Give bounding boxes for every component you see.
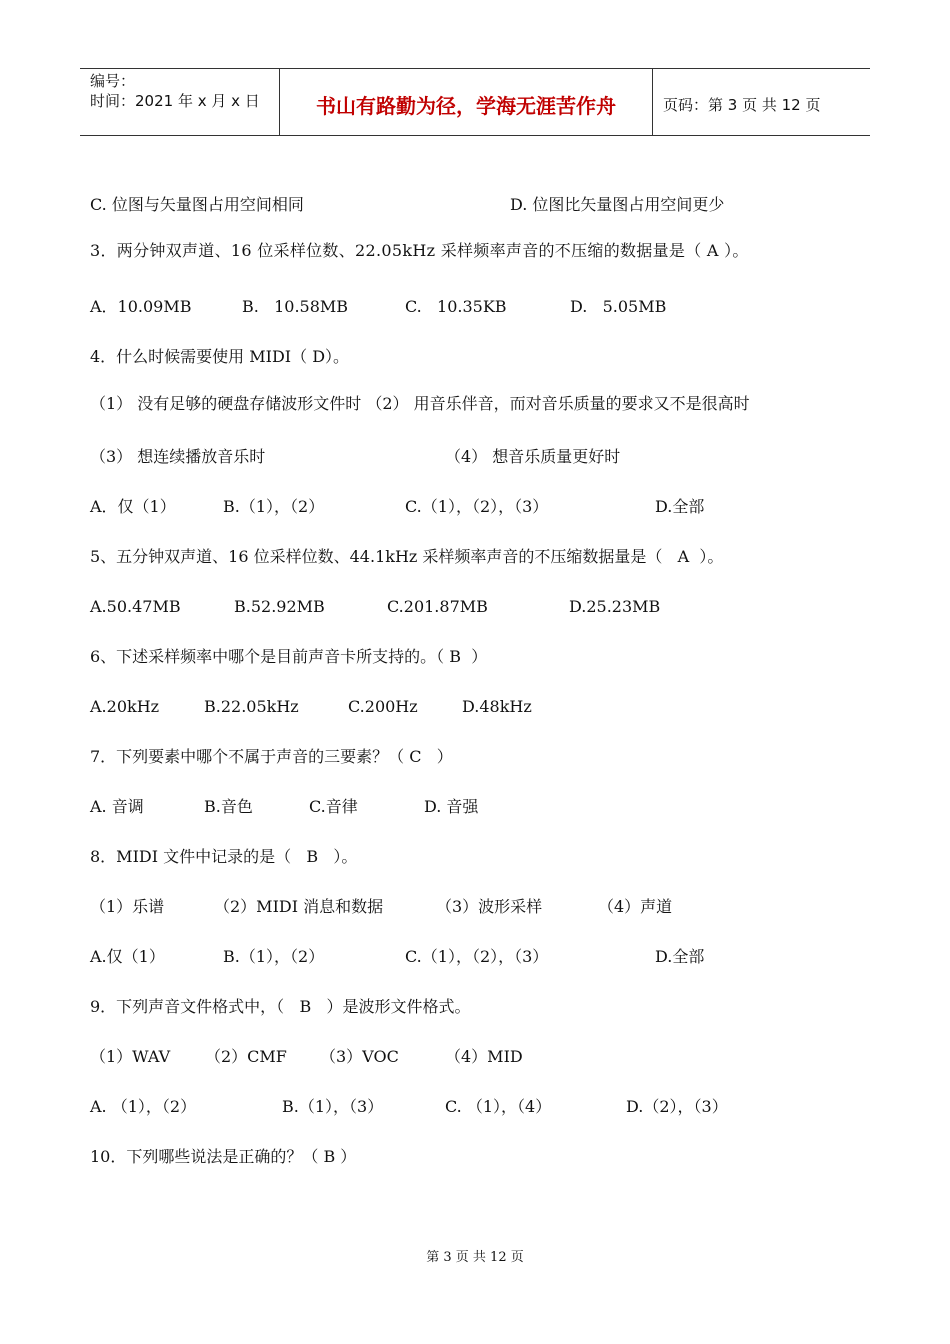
question-7-options [90, 792, 870, 842]
item: （1）WAV [90, 1047, 171, 1066]
option: A.50.47MB [90, 597, 181, 616]
option: A. （1），（2） [90, 1097, 197, 1116]
item: （2）CMF [205, 1047, 287, 1066]
option-d: D. 位图比矢量图占用空间更少 [510, 195, 725, 214]
question-9-items [90, 1042, 870, 1092]
option: B.（1），（2） [223, 947, 325, 966]
item-4: （4） 想音乐质量更好时 [445, 447, 621, 466]
question-5: 5、五分钟双声道、16 位采样位数、44.1kHz 采样频率声音的不压缩数据量是（ A ）。 [90, 547, 724, 566]
option: B.（1），（3） [282, 1097, 384, 1116]
question-4-item-1-2: （1） 没有足够的硬盘存储波形文件时 （2） 用音乐伴音，而对音乐质量的要求又不是很高时 [90, 394, 750, 413]
header-page: 页码：第 3 页 共 12 页 [663, 95, 821, 114]
option: C.音律 [309, 797, 358, 816]
page-footer: 第 3 页 共 12 页 [426, 1250, 524, 1265]
question-3-options [90, 292, 870, 342]
item: （1）乐谱 [90, 897, 165, 916]
header-motto: 书山有路勤为径，学海无涯苦作舟 [280, 69, 653, 135]
question-8: 8．MIDI 文件中记录的是（ B ）。 [90, 847, 358, 866]
option: D.48kHz [462, 697, 532, 716]
item-3: （3） 想连续播放音乐时 [90, 447, 266, 466]
question-4-item-3-4 [90, 442, 870, 492]
option: A.仅（1） [90, 947, 165, 966]
item: （2）MIDI 消息和数据 [214, 897, 384, 916]
question-9-options [90, 1092, 870, 1142]
option: D.全部 [655, 947, 705, 966]
header-number: 编号： [90, 72, 136, 90]
option: D.25.23MB [569, 597, 661, 616]
item: （3）VOC [320, 1047, 399, 1066]
option: C. （1），（4） [445, 1097, 552, 1116]
option: D.全部 [655, 497, 705, 516]
option: D.（2），（3） [626, 1097, 728, 1116]
question-3: 3．两分钟双声道、16 位采样位数、22.05kHz 采样频率声音的不压缩的数据量是（ A ）。 [90, 241, 749, 260]
option: A.20kHz [90, 697, 160, 716]
question-10: 10．下列哪些说法是正确的？（ B ） [90, 1147, 357, 1166]
item: （4）声道 [598, 897, 673, 916]
option: B. 10.58MB [242, 297, 349, 316]
option-row [90, 190, 870, 240]
question-8-options [90, 942, 870, 992]
option: B.音色 [204, 797, 253, 816]
question-4: 4．什么时候需要使用 MIDI（ D）。 [90, 347, 350, 366]
option: A．10.09MB [90, 297, 192, 316]
question-4-options [90, 492, 870, 542]
option: B.22.05kHz [204, 697, 299, 716]
question-8-items [90, 892, 870, 942]
option: C.（1），（2），（3） [405, 947, 549, 966]
option: B.（1），（2） [223, 497, 325, 516]
option: B.52.92MB [234, 597, 325, 616]
option: C.（1），（2），（3） [405, 497, 549, 516]
item: （4）MID [445, 1047, 523, 1066]
question-5-options [90, 592, 870, 642]
option: C.200Hz [348, 697, 418, 716]
option: D. 音强 [424, 797, 479, 816]
page-header [80, 68, 870, 136]
option-c: C. 位图与矢量图占用空间相同 [90, 195, 304, 214]
question-9: 9．下列声音文件格式中，（ B ）是波形文件格式。 [90, 997, 471, 1016]
question-6: 6、下述采样频率中哪个是目前声音卡所支持的。（ B ） [90, 647, 488, 666]
question-7: 7．下列要素中哪个不属于声音的三要素？（ C ） [90, 747, 453, 766]
document-body [90, 190, 870, 1192]
option: C. 10.35KB [405, 297, 507, 316]
item: （3）波形采样 [436, 897, 543, 916]
option: A．仅（1） [90, 497, 176, 516]
option: D. 5.05MB [570, 297, 667, 316]
header-meta [80, 69, 280, 135]
question-6-options [90, 692, 870, 742]
option: C.201.87MB [387, 597, 488, 616]
option: A. 音调 [90, 797, 144, 816]
header-time: 时间：2021 年 x 月 x 日 [90, 92, 260, 110]
